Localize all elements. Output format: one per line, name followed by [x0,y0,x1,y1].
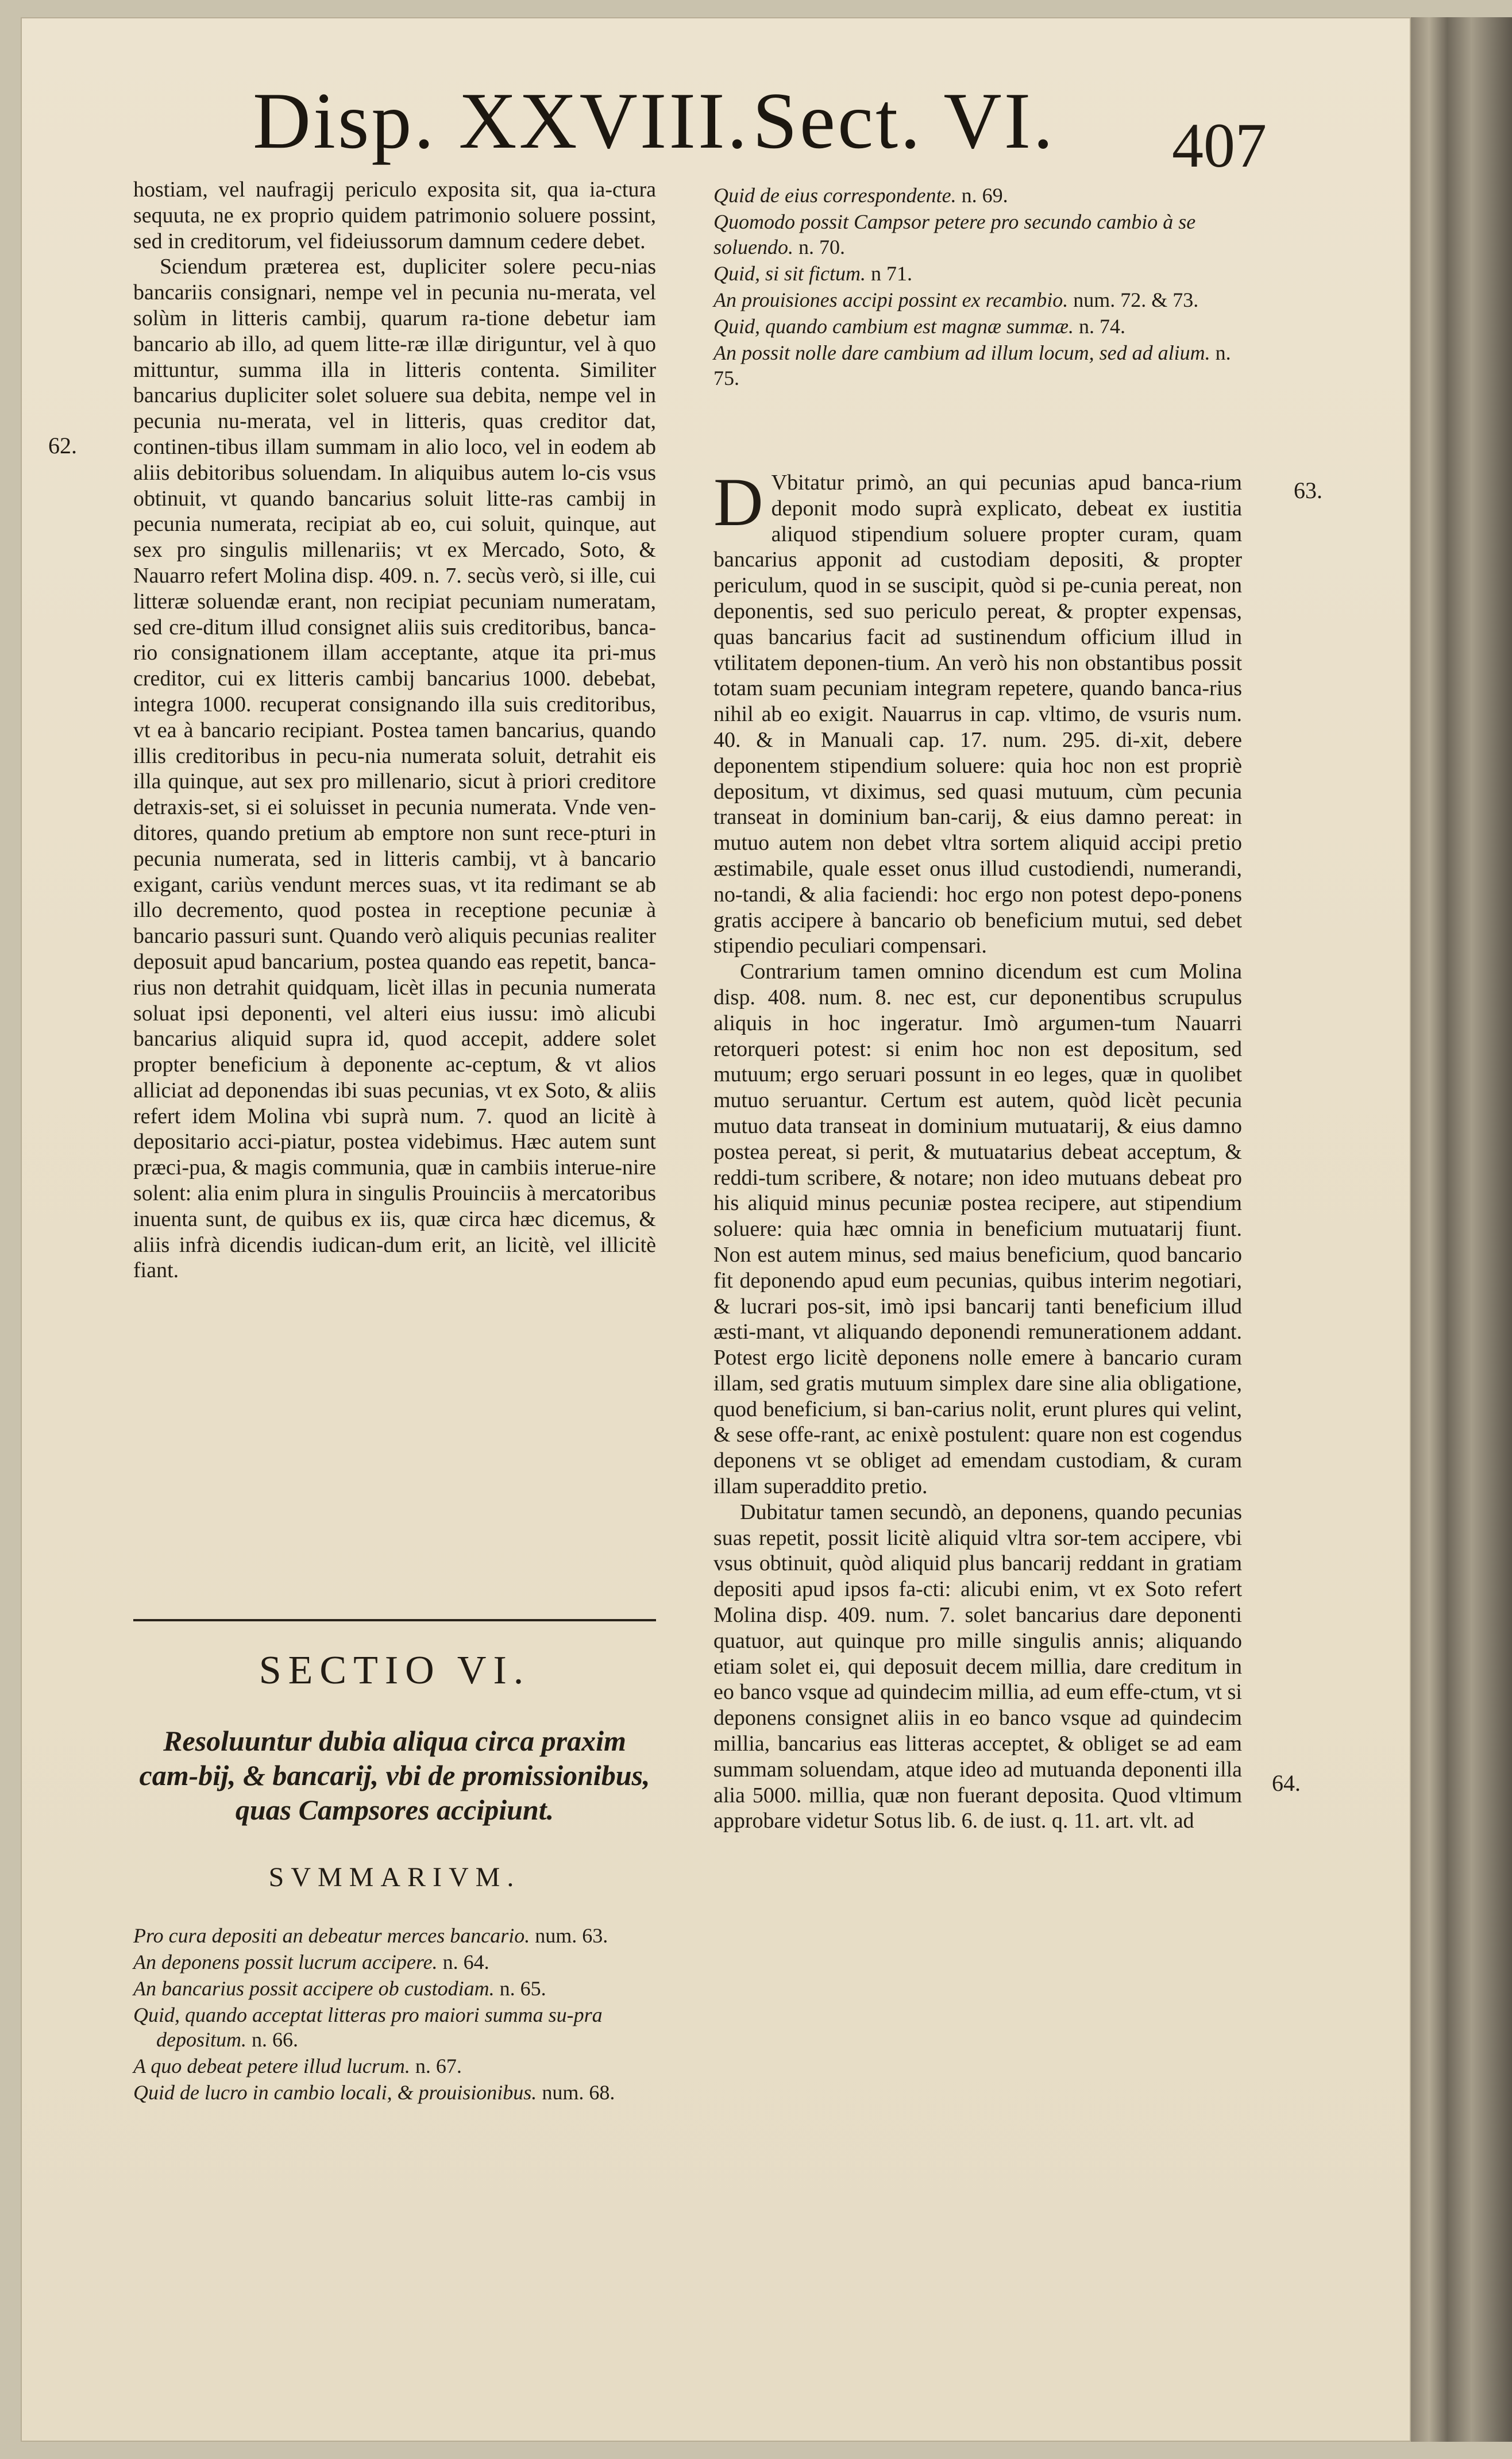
summary-entry: An possit nolle dare cambium ad illum locum, sed ad alium. n. 75. [713,341,1231,390]
summarium-label: SVMMARIVM. [268,1862,521,1893]
running-head-disputatio: Disp. XXVIII. [253,76,750,165]
section-title: Resoluuntur dubia aliqua circa praxim cam-bij, & bancarij, vbi de promissionibus, quas Campsores accipiunt. [139,1725,650,1826]
left-column [133,177,656,1284]
summary-entry: Quid de eius correspondente. n. 69. [713,184,1008,207]
drop-cap-initial: D [713,464,763,540]
paragraph: Contrarium tamen omnino dicendum est cum Molina disp. 408. num. 8. nec est, cur deponentibus scrupulus aliquis in hoc ingeratur. Imò argumen-tum Nauarri retorqueri potest: si enim hoc non est depositum, sed mutuum; ergo seruari possunt in eo leges, quæ in quolibet mutuo seruantur. Certum est autem, quòd licèt pecunia mutuo data transeat in dominium mutuatarij, & eius damno postea pereat, si perit, & mutuatarius debeat acceptum, & reddi-tum scribere, & notare; non ideo mutuans debeat pro his aliquid minus pecuniæ postea recipere, aut stipendium soluere: quia hæc omnia in beneficium mutuatarij fiunt. Non est autem minus, sed maius beneficium, quod bancario fit deponendo apud eum pecunias, quibus interim negotiari, & lucrari pos-sit, imò ipsi bancarij tanti beneficium illud æsti-mant, vt aliquando deponendi remunerationem addant. Potest ergo licitè deponens nolle emere à bancario curam illam, sed gratis mutuum simplex dare sine alia obligatione, quod beneficium, si ban-carius nolit, erunt plures qui velint, & sese offe-rant, ac enixè postulent: quare non est cogendus deponens vt se obliget ad emendam custodiam, & curam illam superaddito pretio. [713,959,1242,1499]
summary-entry: Quid de lucro in cambio locali, & prouisionibus. num. 68. [133,2081,615,2104]
summary-entry: Quid, quando acceptat litteras pro maiori summa su-pra depositum. n. 66. [133,2003,603,2051]
summary-entry: Quid, quando cambium est magnæ summæ. n. 74. [713,315,1125,338]
summary-entry: Quomodo possit Campsor petere pro secundo cambio à se soluendo. n. 70. [713,210,1196,259]
right-column [713,464,1242,1834]
summary-entry: An deponens possit lucrum accipere. n. 64. [133,1951,489,1974]
paragraph: hostiam, vel naufragij periculo exposita sit, qua ia-ctura sequuta, ne ex proprio quidem patrimonio soluere possint, sed in creditorum, vel fideiussorum damnum cedere debet. [133,178,656,253]
summary-list-left [133,1924,656,2107]
page-edge [1411,17,1512,2442]
summary-entry: Pro cura depositi an debeatur merces bancario. num. 63. [133,1924,608,1947]
page-number: 407 [1172,110,1267,180]
section-heading: SECTIO VI. [259,1648,531,1693]
margin-number-62: 62. [48,433,77,458]
running-head [253,75,1298,172]
running-head-sectio: Sect. VI. [753,76,1056,165]
summary-entry: An prouisiones accipi possint ex recambio. num. 72. & 73. [713,288,1199,311]
paragraph: D Vbitatur primò, an qui pecunias apud banca-rium deponit modo suprà explicato, debeat ex iustitia aliquod stipendium soluere propter curam, quam bancarius apponit ad custodiam depositi, & propter periculum, quod in se suscipit, quòd si pe-cunia pereat, non deponentis, sed suo periculo pereat, & propter expensas, quas bancarius facit ad sustinendum officium illud in vtilitatem deponen-tium. An verò his non obstantibus possit totam suam pecuniam integram repetere, quando banca-rius nihil ab eo exigit. Nauarrus in cap. vltimo, de vsuris num. 40. & in Manuali cap. 17. num. 295. di-xit, debere deponentem stipendium soluere: quia hoc non est propriè depositum, vt diximus, sed quasi mutuum, cùm pecunia transeat in dominium ban-carij, & eius damno pereat: in mutuo autem non debet vltra sortem aliquid accipi pretio æstimabile, quale esset onus illud custodiendi, numerandi, no-tandi, & alia faciendi: hoc ergo non potest depo-ponens gratis accipere à bancario ob beneficium mutui, sed debet stipendio peculiari compensari. [713,464,1242,958]
summary-list-right [713,183,1253,392]
margin-number-63: 63. [1294,477,1322,503]
margin-number-64: 64. [1272,1770,1301,1796]
summary-entry: Quid, si sit fictum. n 71. [713,262,913,285]
paragraph: Dubitatur tamen secundò, an deponens, quando pecunias suas repetit, possit licitè aliquid vltra sor-tem accipere, vbi vsus obtinuit, quòd aliquid plus bancarij reddant in gratiam depositi apud ipsos fa-cti: alicubi enim, vt ex Soto refert Molina disp. 409. num. 7. solet bancarius dare deponenti quatuor, aut quinque pro mille singulis annis; aliquando etiam solet ei, qui deposuit decem millia, dare creditum in eo banco vsque ad quindecim millia, ad eum effe-ctum, vt si deponens consignet aliis in eo banco vsque ad quindecim millia, bancarius eas litteras acceptet, & obliget se ad eam summam soluendam, atque ideo ad mutuanda deponenti illa alia 5000. millia, quæ non fuerant deposita. Quod vltimum approbare videtur Sotus lib. 6. de iust. q. 11. art. vlt. ad [713,1500,1242,1833]
section-rule [133,1619,656,1621]
summary-entry: An bancarius possit accipere ob custodiam. n. 65. [133,1977,546,2000]
summary-entry: A quo debeat petere illud lucrum. n. 67. [133,2055,462,2078]
paragraph: Sciendum præterea est, dupliciter solere pecu-nias bancariis consignari, nempe vel in pecunia nu-merata, vel solùm in litteris cambij, quarum ra-tione debetur iam bancario ab illo, ad quem litte-ræ illæ diriguntur, vel à quo mittuntur, summa illa in litteris contenta. Similiter bancarius dupliciter solet soluere sua debita, nempe vel in pecunia nu-merata, vel in litteris, quas creditor dat, continen-tibus illam summam in alio loco, vel in eodem ab aliis debitoribus soluendam. In aliquibus autem lo-cis vsus obtinuit, vt quando bancarius soluit litte-ras cambij in pecunia numerata, recipiat ab eo, cui soluit, quinque, aut sex pro singulis millenariis; vt ex Mercado, Soto, & Nauarro refert Molina disp. 409. n. 7. secùs verò, si ille, cui litteræ soluendæ erant, non recipiat pecuniam numeratam, sed cre-ditum illud consignet aliis suis creditoribus, banca-rio consignationem illam acceptante, atque ita pri-mus creditor, cui ex litteris cambij bancarius 1000. debebat, integra 1000. recuperat consignando illa suis creditoribus, vt ea à bancario recipiant. Postea tamen bancarius, quando illis creditoribus in pecu-nia numerata soluit, detrahit eis illa quinque, aut sex pro millenario, sicut à priori creditore detraxis-set, si ei soluisset in pecunia numerata. Vnde ven-ditores, quando pretium ab emptore non sunt rece-pturi in pecunia numerata, sed in litteris cambij, vt à bancario exigant, cariùs vendunt merces suas, vt ita redimant se ab illo decremento, quod postea in receptione pecuniæ à bancario passuri sunt. Quando verò aliquis pecunias realiter deposuit apud bancarium, postea quando eas repetit, banca-rius non detrahit quidquam, licèt illas in pecunia numerata soluat ipsi deponenti, vel alteri eius iussu: imò alicubi bancarius aliquid supra id, quod accepit, addere solet propter beneficium à deponente ac-ceptum, & vt alios alliciat ad deponendas ibi suas pecunias, vt ex Soto, & aliis refert idem Molina vbi suprà num. 7. quod an licitè à depositario acci-piatur, postea videbimus. Hæc autem sunt præci-pua, & magis communia, quæ in cambiis interue-nire solent: alia enim plura in singulis Prouinciis à mercatoribus inuenta sunt, de quibus ex iis, quæ circa hæc dicemus, & aliis infrà dicendis iudican-dum erit, an licitè, vel illicitè fiant. [133,255,656,1283]
